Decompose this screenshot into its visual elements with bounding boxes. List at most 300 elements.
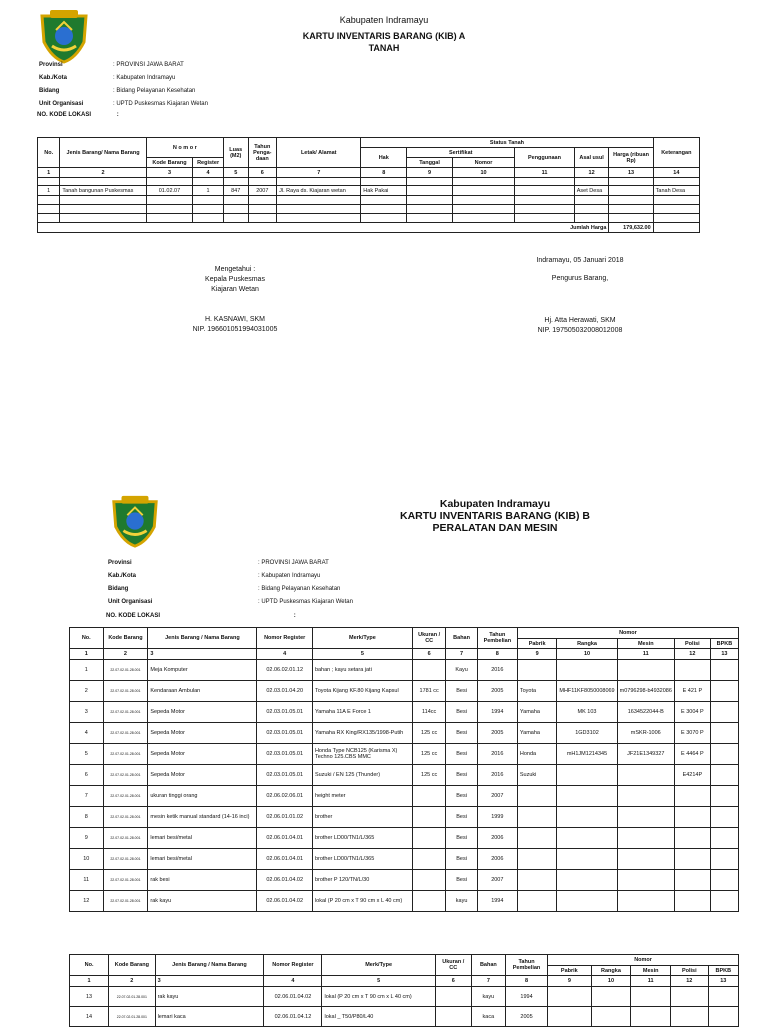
cell <box>710 870 738 891</box>
cell: 22.07.02.01.28.001 <box>109 987 155 1007</box>
cell: lokal (P 20 cm x T 90 cm x L 40 cm) <box>312 891 412 912</box>
right-signer-nip: NIP. 197505032008012008 <box>537 327 623 334</box>
cell: E 4464 P <box>674 744 710 765</box>
cell: 2006 <box>477 849 517 870</box>
table-row <box>70 765 739 786</box>
col-number: 14 <box>653 168 699 178</box>
cell: 7 <box>70 786 104 807</box>
cell: 02.03.01.05.01 <box>257 702 312 723</box>
col-number-row <box>38 168 700 178</box>
col-header: Kode Barang <box>103 628 148 649</box>
col-number: 8 <box>505 976 547 987</box>
cell: Besi <box>446 681 477 702</box>
cell <box>710 723 738 744</box>
col-header: Tahun Pembelian <box>477 628 517 649</box>
kib-b-meta <box>106 556 355 610</box>
cell: Toyota <box>517 681 557 702</box>
cell: Honda Type NCB125 (Karisma X) Techno 125.CBS MMC <box>312 744 412 765</box>
col-number: 13 <box>609 168 653 178</box>
table-row <box>70 807 739 828</box>
cell <box>617 765 674 786</box>
cell: 6 <box>70 765 104 786</box>
meta-value: : PROVINSI JAWA BARAT <box>258 560 329 566</box>
col-header: Pabrik <box>517 639 557 649</box>
meta-label: Kab./Kota <box>108 573 137 579</box>
cell: E4214P <box>674 765 710 786</box>
cell: 02.06.01.04.01 <box>257 849 312 870</box>
cell: 1781 cc <box>412 681 445 702</box>
cell: 2007 <box>248 186 277 196</box>
cell: 02.06.01.04.12 <box>264 1007 322 1027</box>
cell <box>670 987 708 1007</box>
cell <box>517 870 557 891</box>
cell: 114cc <box>412 702 445 723</box>
cell <box>517 891 557 912</box>
col-header: Tahun Penga-daan <box>248 138 277 168</box>
total-value: 179,632.00 <box>609 223 653 233</box>
cell: bahan ; kayu setara jati <box>312 660 412 681</box>
cell: 1999 <box>477 807 517 828</box>
emblem-icon <box>108 490 162 552</box>
kib-b-region-title: Kabupaten Indramayu <box>439 498 551 510</box>
cell <box>557 828 617 849</box>
col-header: Status Tanah <box>361 138 653 148</box>
col-number: 8 <box>361 168 407 178</box>
col-number: 13 <box>710 649 738 660</box>
kode-lokasi-label: NO. KODE LOKASI <box>106 613 161 619</box>
col-header: Merk/Type <box>312 628 412 649</box>
cell: 2016 <box>477 765 517 786</box>
cell: 22.07.02.01.28.001 <box>103 681 148 702</box>
cell: 02.03.01.05.01 <box>257 723 312 744</box>
cell <box>407 186 453 196</box>
cell: 02.06.01.01.02 <box>257 807 312 828</box>
col-header: Tanggal <box>407 158 453 168</box>
cell: 22.07.02.01.28.001 <box>103 828 148 849</box>
cell: mesin ketik manual standard (14-16 inci) <box>148 807 257 828</box>
cell <box>609 186 653 196</box>
table-row <box>70 702 739 723</box>
cell <box>710 786 738 807</box>
kib-b-body-continued <box>70 987 739 1027</box>
col-number: 4 <box>257 649 312 660</box>
col-header: Register <box>193 158 224 168</box>
cell: 13 <box>70 987 109 1007</box>
col-header: Rangka <box>591 966 631 976</box>
cell <box>674 870 710 891</box>
cell: 02.06.01.04.01 <box>257 828 312 849</box>
col-number-row <box>70 649 739 660</box>
cell <box>517 807 557 828</box>
cell: 11 <box>70 870 104 891</box>
kode-lokasi-label: NO. KODE LOKASI <box>37 112 92 118</box>
col-header: No. <box>70 628 104 649</box>
kode-lokasi-value: : <box>116 112 119 118</box>
cell: Yamaha 11A E Force 1 <box>312 702 412 723</box>
col-number: 8 <box>477 649 517 660</box>
meta-value: : Bidang Pelayanan Kesehatan <box>258 586 341 592</box>
cell: Honda <box>517 744 557 765</box>
meta-value: : Kabupaten Indramayu <box>113 75 176 81</box>
col-number: 1 <box>70 976 109 987</box>
col-header: Kode Barang <box>146 158 193 168</box>
cell: lemari besi/metal <box>148 828 257 849</box>
col-number: 13 <box>708 976 738 987</box>
col-number: 11 <box>515 168 575 178</box>
cell <box>515 186 575 196</box>
cell: 2005 <box>477 723 517 744</box>
kib-a-header <box>0 14 768 54</box>
cell: 01.02.07 <box>146 186 193 196</box>
signature-right <box>500 256 660 336</box>
col-number: 2 <box>109 976 155 987</box>
col-number: 9 <box>517 649 557 660</box>
col-number: 3 <box>148 649 257 660</box>
cell <box>710 807 738 828</box>
col-header: Keterangan <box>653 138 699 168</box>
kib-a-meta <box>37 58 210 112</box>
table-row <box>70 786 739 807</box>
table-row <box>70 744 739 765</box>
cell <box>435 987 471 1007</box>
kib-a-region-title: Kabupaten Indramayu <box>339 15 429 25</box>
cell: brother <box>312 807 412 828</box>
cell: Jl. Raya ds. Kiajaran wetan <box>277 186 361 196</box>
cell <box>710 744 738 765</box>
meta-value: : Bidang Pelayanan Kesehatan <box>113 88 196 94</box>
cell <box>557 807 617 828</box>
cell: 1994 <box>505 987 547 1007</box>
cell <box>412 828 445 849</box>
cell <box>557 765 617 786</box>
kib-a-title: KARTU INVENTARIS BARANG (KIB) A <box>302 31 466 41</box>
cell: 2005 <box>477 681 517 702</box>
cell <box>617 828 674 849</box>
cell <box>517 828 557 849</box>
col-header: Ukuran / CC <box>412 628 445 649</box>
col-header: No. <box>70 955 109 976</box>
col-number: 10 <box>557 649 617 660</box>
col-number: 3 <box>155 976 264 987</box>
meta-label: Bidang <box>108 586 129 592</box>
cell: 22.07.02.01.28.001 <box>103 744 148 765</box>
cell: Yamaha <box>517 723 557 744</box>
cell <box>631 987 671 1007</box>
cell: Besi <box>446 786 477 807</box>
cell: 02.06.02.01.12 <box>257 660 312 681</box>
col-number: 1 <box>70 649 104 660</box>
right-signer-name: Hj. Atta Herawati, SKM <box>544 317 616 324</box>
cell <box>517 849 557 870</box>
cell: 1 <box>70 660 104 681</box>
cell: Aset Desa <box>574 186 609 196</box>
col-header: Bahan <box>446 628 477 649</box>
col-header: Bahan <box>471 955 505 976</box>
cell: Tanah bangunan Puskesmas <box>60 186 146 196</box>
left-signer-nip: NIP. 196601051994031005 <box>192 326 278 333</box>
col-number: 7 <box>471 976 505 987</box>
cell: Suzuki <box>517 765 557 786</box>
meta-value: : PROVINSI JAWA BARAT <box>113 62 184 68</box>
col-header: Jenis Barang / Nama Barang <box>155 955 264 976</box>
cell: E 3070 P <box>674 723 710 744</box>
cell: Sepeda Motor <box>148 765 257 786</box>
col-number: 1 <box>38 168 60 178</box>
cell <box>617 891 674 912</box>
table-row <box>70 849 739 870</box>
meta-label: Kab./Kota <box>39 75 68 81</box>
col-header: Luas (M2) <box>223 138 248 168</box>
cell <box>617 660 674 681</box>
col-header: Harga (ribuan Rp) <box>609 148 653 168</box>
cell: 02.03.01.05.01 <box>257 744 312 765</box>
kib-b-body <box>70 660 739 912</box>
left-signer-title3: Kiajaran Wetan <box>211 286 259 293</box>
cell: mSKR-1006 <box>617 723 674 744</box>
cell: MHF11KF8050008069 <box>557 681 617 702</box>
col-header: N o m o r <box>146 138 223 158</box>
cell: Besi <box>446 744 477 765</box>
meta-label: Bidang <box>39 88 60 94</box>
meta-value: : Kabupaten Indramayu <box>258 573 321 579</box>
kib-b-subtitle: PERALATAN DAN MESIN <box>432 522 558 534</box>
cell: rak besi <box>148 870 257 891</box>
cell <box>674 849 710 870</box>
right-signer-title: Pengurus Barang, <box>551 275 609 282</box>
cell <box>674 891 710 912</box>
cell: 02.03.01.05.01 <box>257 765 312 786</box>
cell: 02.06.02.06.01 <box>257 786 312 807</box>
cell: Sepeda Motor <box>148 702 257 723</box>
kib-b-header <box>310 498 680 534</box>
cell: rak kayu <box>148 891 257 912</box>
cell: 5 <box>70 744 104 765</box>
cell: lemari kaca <box>155 1007 264 1027</box>
cell <box>412 807 445 828</box>
col-header: Ukuran / CC <box>435 955 471 976</box>
cell: brother LD00/TN1/L/365 <box>312 828 412 849</box>
cell: Sepeda Motor <box>148 723 257 744</box>
col-number: 11 <box>631 976 671 987</box>
col-header: Nomor <box>452 158 514 168</box>
cell <box>412 786 445 807</box>
cell <box>617 870 674 891</box>
col-number: 6 <box>248 168 277 178</box>
kib-b-table <box>69 627 739 912</box>
cell <box>557 870 617 891</box>
cell <box>674 828 710 849</box>
col-header: Nomor <box>548 955 739 966</box>
cell <box>710 849 738 870</box>
kib-a-table <box>37 137 700 233</box>
cell: lokal (P 20 cm x T 90 cm x L 40 cm) <box>322 987 435 1007</box>
cell: 847 <box>223 186 248 196</box>
cell <box>710 828 738 849</box>
cell: 3 <box>70 702 104 723</box>
cell: 1994 <box>477 702 517 723</box>
cell <box>710 660 738 681</box>
cell: 125 cc <box>412 723 445 744</box>
col-header: Nomor Register <box>264 955 322 976</box>
cell: E 421 P <box>674 681 710 702</box>
cell: Hak Pakai <box>361 186 407 196</box>
cell: Meja Komputer <box>148 660 257 681</box>
cell: 22.07.02.01.28.001 <box>103 807 148 828</box>
meta-label: Provinsi <box>39 62 63 68</box>
cell: height meter <box>312 786 412 807</box>
cell: 1 <box>193 186 224 196</box>
cell: 8 <box>70 807 104 828</box>
cell: 2007 <box>477 786 517 807</box>
cell: 1634522044-B <box>617 702 674 723</box>
cell <box>710 765 738 786</box>
cell: 22.07.02.01.28.001 <box>103 765 148 786</box>
col-header: Letak/ Alamat <box>277 138 361 168</box>
col-number: 3 <box>146 168 193 178</box>
col-header: Sertifikat <box>407 148 515 158</box>
cell: 1GD3102 <box>557 723 617 744</box>
cell: MK 103 <box>557 702 617 723</box>
cell: 125 cc <box>412 744 445 765</box>
cell: 22.07.02.01.28.001 <box>103 849 148 870</box>
cell <box>412 660 445 681</box>
col-number: 9 <box>407 168 453 178</box>
cell <box>617 786 674 807</box>
cell: 02.06.01.04.02 <box>257 870 312 891</box>
col-number: 5 <box>223 168 248 178</box>
cell: 22.07.02.01.28.001 <box>103 891 148 912</box>
cell: Besi <box>446 702 477 723</box>
cell: 2006 <box>477 828 517 849</box>
col-number: 12 <box>670 976 708 987</box>
cell: 1994 <box>477 891 517 912</box>
col-number: 7 <box>277 168 361 178</box>
col-number: 2 <box>60 168 146 178</box>
cell: rak kayu <box>155 987 264 1007</box>
col-number: 6 <box>435 976 471 987</box>
place-date: Indramayu, 05 Januari 2018 <box>536 257 624 264</box>
cell: brother LD00/TN1/L/365 <box>312 849 412 870</box>
cell <box>710 702 738 723</box>
cell: 9 <box>70 828 104 849</box>
col-number: 12 <box>674 649 710 660</box>
cell: 22.07.02.01.28.001 <box>103 786 148 807</box>
cell: Yamaha RX King/RX135/1998-Putih <box>312 723 412 744</box>
cell: 10 <box>70 849 104 870</box>
cell: 22.07.02.01.28.001 <box>103 723 148 744</box>
cell: m0796298-b4932086 <box>617 681 674 702</box>
cell <box>617 849 674 870</box>
kode-lokasi-value: : <box>293 613 296 619</box>
left-signer-title2: Kepala Puskesmas <box>205 276 265 283</box>
cell: brother P 120/TN/L/30 <box>312 870 412 891</box>
col-number: 5 <box>322 976 435 987</box>
kib-b-title: KARTU INVENTARIS BARANG (KIB) B <box>400 510 590 522</box>
col-header: BPKB <box>708 966 738 976</box>
cell: mH1JM1214345 <box>557 744 617 765</box>
col-header: Asal usul <box>574 148 609 168</box>
col-number: 4 <box>264 976 322 987</box>
cell: 22.07.02.01.28.001 <box>109 1007 155 1027</box>
cell <box>674 786 710 807</box>
cell <box>412 891 445 912</box>
cell <box>412 849 445 870</box>
col-header: Tahun Pembelian <box>505 955 547 976</box>
cell: E 3004 P <box>674 702 710 723</box>
kib-b-kode-lokasi <box>106 611 296 622</box>
cell <box>708 987 738 1007</box>
cell: Toyota Kijang KF.80 Kijang Kapsul <box>312 681 412 702</box>
cell: Besi <box>446 870 477 891</box>
table-row <box>70 828 739 849</box>
cell <box>548 987 591 1007</box>
cell: Suzuki / EN 125 (Thunder) <box>312 765 412 786</box>
col-header: BPKB <box>710 639 738 649</box>
col-number: 4 <box>193 168 224 178</box>
col-header: No. <box>38 138 60 168</box>
table-row <box>70 891 739 912</box>
cell: 2007 <box>477 870 517 891</box>
table-row <box>38 186 700 196</box>
cell <box>557 660 617 681</box>
cell: 125 cc <box>412 765 445 786</box>
cell: Kayu <box>446 660 477 681</box>
table-row <box>70 870 739 891</box>
col-header: Pabrik <box>548 966 591 976</box>
cell: 2 <box>70 681 104 702</box>
cell <box>710 891 738 912</box>
col-number: 6 <box>412 649 445 660</box>
cell <box>557 849 617 870</box>
cell: JF21E1349327 <box>617 744 674 765</box>
cell: kayu <box>471 987 505 1007</box>
cell <box>710 681 738 702</box>
col-number: 10 <box>452 168 514 178</box>
col-number: 5 <box>312 649 412 660</box>
table-row <box>70 681 739 702</box>
col-number: 7 <box>446 649 477 660</box>
cell: 02.03.01.04.20 <box>257 681 312 702</box>
cell: 02.06.01.04.02 <box>257 891 312 912</box>
cell: Kendaraan Ambulan <box>148 681 257 702</box>
cell: 02.06.01.04.02 <box>264 987 322 1007</box>
col-header: Jenis Barang / Nama Barang <box>148 628 257 649</box>
table-row <box>70 723 739 744</box>
kib-b-table-continued <box>69 954 739 1027</box>
col-header: Rangka <box>557 639 617 649</box>
table-row <box>70 987 739 1007</box>
col-number: 9 <box>548 976 591 987</box>
cell: 2016 <box>477 660 517 681</box>
meta-value: : UPTD Puskesmas Kiajaran Wetan <box>258 599 353 605</box>
cell <box>674 660 710 681</box>
kib-a-subtitle: TANAH <box>368 43 400 53</box>
col-header: Jenis Barang/ Nama Barang <box>60 138 146 168</box>
cell: ukuran tinggi orang <box>148 786 257 807</box>
cell: Besi <box>446 765 477 786</box>
col-number: 2 <box>103 649 148 660</box>
meta-label: Unit Organisasi <box>108 599 153 605</box>
cell <box>517 660 557 681</box>
col-number-row <box>70 976 739 987</box>
meta-value: : UPTD Puskesmas Kiajaran Wetan <box>113 101 208 107</box>
cell: Besi <box>446 828 477 849</box>
col-number: 10 <box>591 976 631 987</box>
cell <box>674 807 710 828</box>
cell: kayu <box>446 891 477 912</box>
cell <box>517 786 557 807</box>
cell: lokal _ T50/P80/L40 <box>322 1007 435 1027</box>
